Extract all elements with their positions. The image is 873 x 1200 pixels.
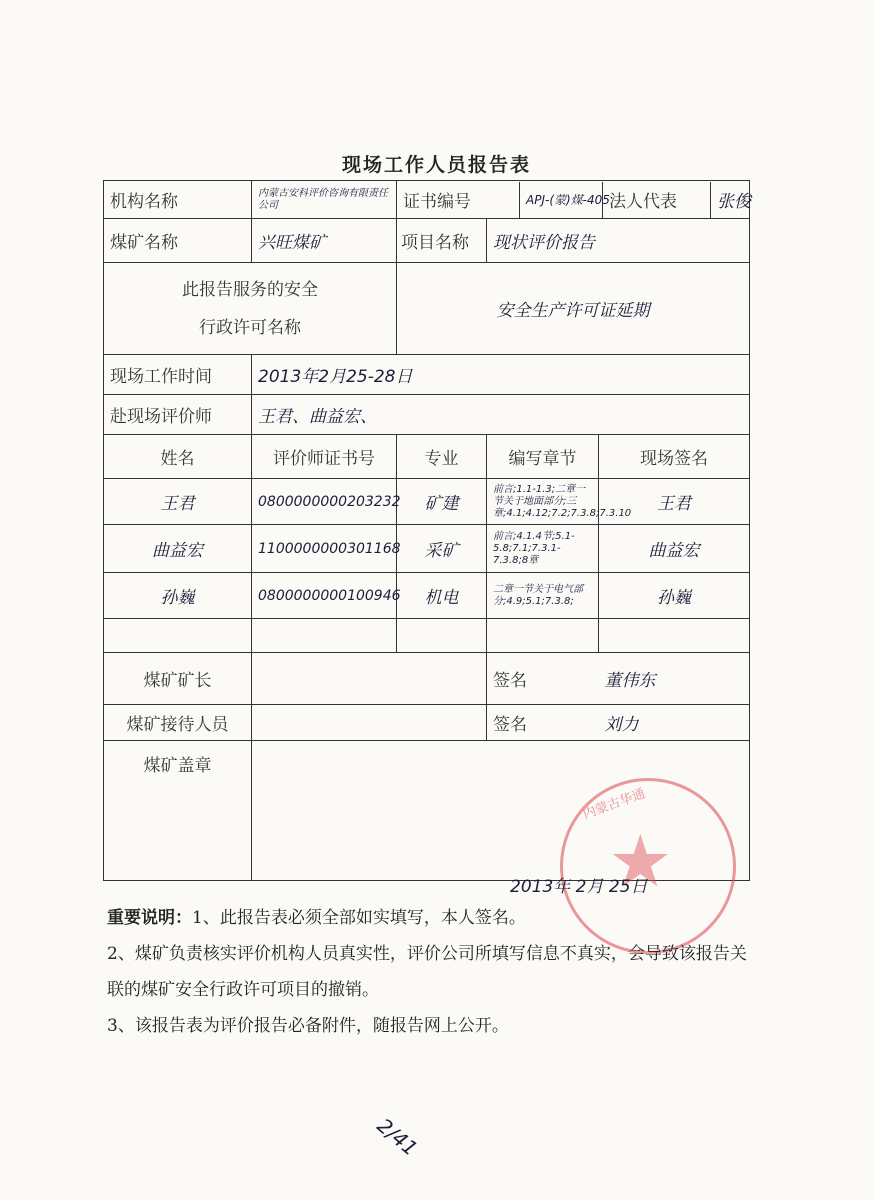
row-cert: 0800000000203232 xyxy=(252,479,397,525)
row-signature: 曲益宏 xyxy=(599,525,750,573)
row-signature: 孙巍 xyxy=(599,573,750,619)
table-row-empty xyxy=(104,619,750,653)
receiver-sign-label: 签名 xyxy=(487,705,599,741)
notes-item2: 2、煤矿负责核实评价机构人员真实性，评价公司所填写信息不真实，会导致该报告关联的煤矿安全行政许可项目的撤销。 xyxy=(107,944,747,1000)
mine-head-signature: 董伟东 xyxy=(599,653,750,705)
report-form xyxy=(103,180,750,881)
org-name-value: 内蒙古安科评价咨询有限责任公司 xyxy=(252,181,397,219)
legal-rep-label: 法人代表 xyxy=(603,182,711,218)
notes-heading: 重要说明： xyxy=(107,908,192,928)
notes-item3: 3、该报告表为评价报告必备附件，随报告网上公开。 xyxy=(107,1016,509,1036)
project-name-label: 项目名称 xyxy=(397,219,487,263)
row-name: 王君 xyxy=(104,479,252,525)
header-cert: 评价师证书号 xyxy=(252,435,397,479)
header-major: 专业 xyxy=(397,435,487,479)
evaluators-value: 王君、曲益宏、 xyxy=(252,395,750,435)
row-name: 孙巍 xyxy=(104,573,252,619)
seal-date: 2013年 2月 25日 xyxy=(510,877,648,897)
table-row xyxy=(104,479,750,525)
mine-head-label: 煤矿矿长 xyxy=(104,653,252,705)
row-major: 矿建 xyxy=(397,479,487,525)
page-title: 现场工作人员报告表 xyxy=(341,154,531,176)
mine-name-value: 兴旺煤矿 xyxy=(252,219,397,263)
table-row xyxy=(104,525,750,573)
seal-text: 内蒙古华通 xyxy=(581,786,648,823)
license-label xyxy=(104,263,397,355)
row-major: 机电 xyxy=(397,573,487,619)
notes-item1: 1、此报告表必须全部如实填写，本人签名。 xyxy=(192,908,526,928)
mine-head-sign-label: 签名 xyxy=(487,653,599,705)
header-sections: 编写章节 xyxy=(487,435,599,479)
license-label-line1: 此报告服务的安全 xyxy=(182,279,318,300)
cert-no-value: APJ-(蒙)煤-405 xyxy=(520,182,603,218)
row-name: 曲益宏 xyxy=(104,525,252,573)
row-cert: 0800000000100946 xyxy=(252,573,397,619)
seal-label: 煤矿盖章 xyxy=(104,741,252,881)
cert-no-label: 证书编号 xyxy=(397,182,520,218)
evaluators-label: 赴现场评价师 xyxy=(104,395,252,435)
table-row xyxy=(104,573,750,619)
row-signature: 王君 xyxy=(599,479,750,525)
page-mark: 2/41 xyxy=(372,1113,423,1161)
receiver-signature: 刘力 xyxy=(599,705,750,741)
seal-star-icon: ★ xyxy=(608,819,673,903)
work-time-label: 现场工作时间 xyxy=(104,355,252,395)
row-major: 采矿 xyxy=(397,525,487,573)
row-sections: 前言;4.1.4节;5.1-5.8;7.1;7.3.1-7.3.8;8章 xyxy=(487,525,599,573)
header-name: 姓名 xyxy=(104,435,252,479)
mine-name-label: 煤矿名称 xyxy=(104,219,252,263)
license-label-line2: 行政许可名称 xyxy=(199,317,301,338)
project-name-value: 现状评价报告 xyxy=(487,219,750,263)
receiver-label: 煤矿接待人员 xyxy=(104,705,252,741)
org-name-label: 机构名称 xyxy=(104,181,252,219)
row-sections: 二章一节关于电气部分;4.9;5.1;7.3.8; xyxy=(487,573,599,619)
row-cert: 1100000000301168 xyxy=(252,525,397,573)
license-value: 安全生产许可证延期 xyxy=(397,263,750,355)
important-notes xyxy=(107,900,747,1044)
legal-rep-value: 张俊 xyxy=(717,192,751,212)
header-signature: 现场签名 xyxy=(599,435,750,479)
work-time-value: 2013年2月25-28日 xyxy=(252,355,750,395)
row-sections: 前言;1.1-1.3;二章一节关于地面部分;三章;4.1;4.12;7.2;7.3.8;7.3.10 xyxy=(487,479,599,525)
